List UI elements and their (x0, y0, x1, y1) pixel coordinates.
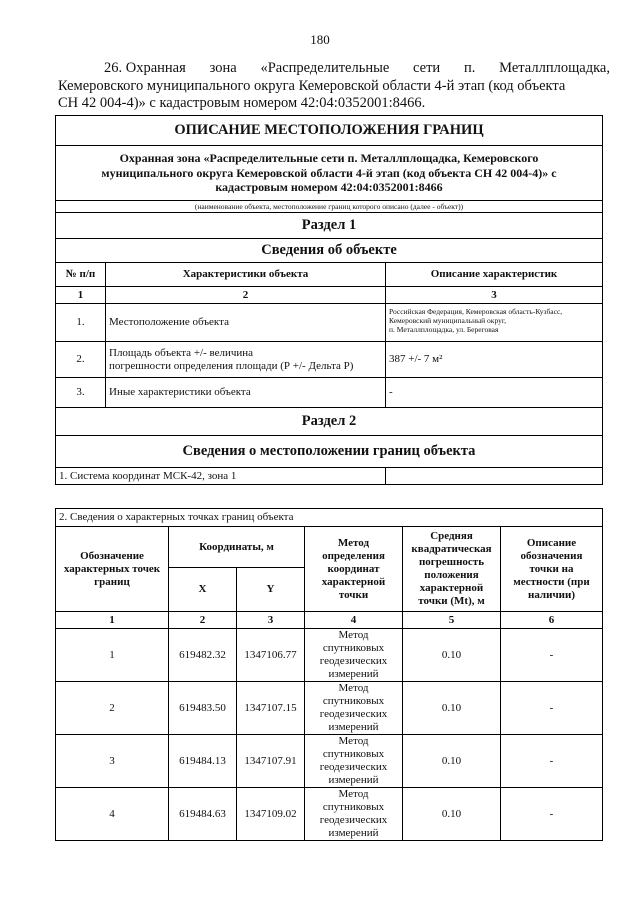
characteristic-value: - (386, 378, 603, 408)
intro-word: 26. Охранная (104, 60, 186, 76)
coord-y: 1347106.77 (237, 629, 305, 682)
col-number: 3 (386, 287, 603, 304)
col-header-method (305, 527, 403, 612)
value-line: п. Металлплощадка, ул. Береговая (389, 325, 499, 334)
point-number: 2 (56, 682, 169, 735)
col-header-y: Y (237, 568, 305, 612)
table-row (56, 735, 603, 788)
col-header-accuracy (403, 527, 501, 612)
method-cell (305, 735, 403, 788)
point-number: 1 (56, 629, 169, 682)
header-line: точки на (529, 562, 574, 575)
accuracy-value: 0.10 (403, 788, 501, 841)
section1-subtitle: Сведения об объекте (56, 239, 603, 263)
method-line: измерений (328, 774, 379, 786)
table-row (56, 378, 603, 408)
method-line: Метод (338, 682, 369, 694)
col-number: 4 (305, 612, 403, 629)
header-line: Метод (337, 536, 370, 549)
coord-x: 619484.13 (169, 735, 237, 788)
method-line: спутниковых (322, 801, 385, 813)
method-line: спутниковых (322, 748, 385, 760)
header-line: определения (322, 549, 385, 562)
point-description: - (501, 629, 603, 682)
method-line: Метод (338, 629, 369, 641)
intro-line-3: СН 42 004-4)» с кадастровым номером 42:04:0352001:8466. (58, 95, 426, 111)
header-line: Средняя (430, 530, 473, 542)
intro-word: зона (209, 60, 237, 76)
header-line: характерной (419, 582, 484, 594)
points-heading: 2. Сведения о характерных точках границ объекта (56, 509, 603, 527)
accuracy-value: 0.10 (403, 735, 501, 788)
method-line: Метод (338, 735, 369, 747)
col-header-point-description (501, 527, 603, 612)
method-cell (305, 788, 403, 841)
object-name (56, 146, 603, 201)
coord-x: 619483.50 (169, 682, 237, 735)
intro-paragraph (58, 60, 610, 113)
value-line: Российская Федерация, Кемеровская область-Кузбасс, (389, 307, 563, 316)
header-line: Обозначение (80, 549, 144, 562)
method-line: измерений (328, 721, 379, 733)
coord-x: 619484.63 (169, 788, 237, 841)
point-number: 3 (56, 735, 169, 788)
col-header-description: Описание характеристик (386, 263, 603, 287)
header-line: погрешность (418, 556, 485, 568)
header-line: точки (338, 588, 369, 601)
header-line: характерной (321, 575, 386, 588)
col-number: 2 (169, 612, 237, 629)
row-number: 1. (56, 304, 106, 342)
col-header-x: X (169, 568, 237, 612)
intro-word: Металлплощадка, (499, 60, 610, 76)
col-number: 1 (56, 612, 169, 629)
accuracy-value: 0.10 (403, 682, 501, 735)
intro-word: п. (463, 60, 476, 76)
method-line: геодезических (319, 814, 388, 826)
characteristic-name (106, 342, 386, 378)
header-line: точки (Mt), м (418, 595, 485, 607)
col-header-designation (56, 527, 169, 612)
method-line: измерений (328, 827, 379, 839)
characteristic-value: 387 +/- 7 м² (386, 342, 603, 378)
intro-word: сети (413, 60, 441, 76)
coord-y: 1347107.91 (237, 735, 305, 788)
col-number: 3 (237, 612, 305, 629)
point-description: - (501, 682, 603, 735)
header-line: обозначения (520, 549, 583, 562)
section2-subtitle: Сведения о местоположении границ объекта (56, 436, 603, 468)
object-name-line: муниципального округа Кемеровской области 4-й этап (код объекта СН 42 004-4)» с (101, 165, 557, 180)
header-line: границ (94, 575, 130, 588)
header-line: Описание (526, 536, 577, 549)
header-line: наличии) (528, 588, 575, 601)
characteristic-value (386, 304, 603, 342)
header-line: координат (327, 562, 380, 575)
section1-table (55, 115, 603, 485)
method-line: измерений (328, 668, 379, 680)
table-row (56, 342, 603, 378)
accuracy-value: 0.10 (403, 629, 501, 682)
object-note: (наименование объекта, местоположение границ которого описано (далее - объект)) (56, 201, 603, 213)
col-number: 1 (56, 287, 106, 304)
coord-y: 1347107.15 (237, 682, 305, 735)
table-row (56, 788, 603, 841)
col-header-number: № п/п (56, 263, 106, 287)
section2-title: Раздел 2 (56, 408, 603, 436)
method-line: Метод (338, 788, 369, 800)
point-number: 4 (56, 788, 169, 841)
page-number: 180 (310, 32, 330, 47)
header-line: квадратическая (411, 543, 492, 555)
intro-line-1 (58, 60, 610, 78)
table-row (56, 682, 603, 735)
method-line: геодезических (319, 761, 388, 773)
header-line: положения (424, 569, 479, 581)
method-line: геодезических (319, 655, 388, 667)
point-description: - (501, 788, 603, 841)
coord-system: 1. Система координат МСК-42, зона 1 (56, 468, 386, 485)
row-number: 3. (56, 378, 106, 408)
method-line: спутниковых (322, 695, 385, 707)
intro-word: «Распределительные (260, 60, 390, 76)
name-line: Площадь объекта +/- величина (109, 346, 254, 359)
col-number: 2 (106, 287, 386, 304)
method-cell (305, 629, 403, 682)
object-name-line: Охранная зона «Распределительные сети п. Металлплощадка, Кемеровского (119, 151, 539, 166)
coord-y: 1347109.02 (237, 788, 305, 841)
value-line: Кемеровский муниципальный округ, (389, 316, 506, 325)
header-line: характерных точек (63, 562, 161, 575)
table-row (56, 304, 603, 342)
method-line: геодезических (319, 708, 388, 720)
method-line: спутниковых (322, 642, 385, 654)
characteristic-name: Иные характеристики объекта (106, 378, 386, 408)
section1-title: Раздел 1 (56, 213, 603, 239)
point-description: - (501, 735, 603, 788)
method-cell (305, 682, 403, 735)
header-line: местности (при (513, 575, 590, 588)
document-title: ОПИСАНИЕ МЕСТОПОЛОЖЕНИЯ ГРАНИЦ (56, 116, 603, 146)
col-header-coordinates: Координаты, м (169, 527, 305, 568)
col-header-characteristics: Характеристики объекта (106, 263, 386, 287)
empty-cell (386, 468, 603, 485)
col-number: 6 (501, 612, 603, 629)
table-row (56, 629, 603, 682)
row-number: 2. (56, 342, 106, 378)
col-number: 5 (403, 612, 501, 629)
characteristic-name: Местоположение объекта (106, 304, 386, 342)
coord-x: 619482.32 (169, 629, 237, 682)
name-line: погрешности определения площади (Р +/- Дельта Р) (109, 359, 354, 372)
points-table (55, 508, 603, 841)
intro-line-2: Кемеровского муниципального округа Кемеровской области 4-й этап (код объекта (58, 77, 566, 94)
object-name-line: кадастровым номером 42:04:0352001:8466 (215, 180, 443, 195)
